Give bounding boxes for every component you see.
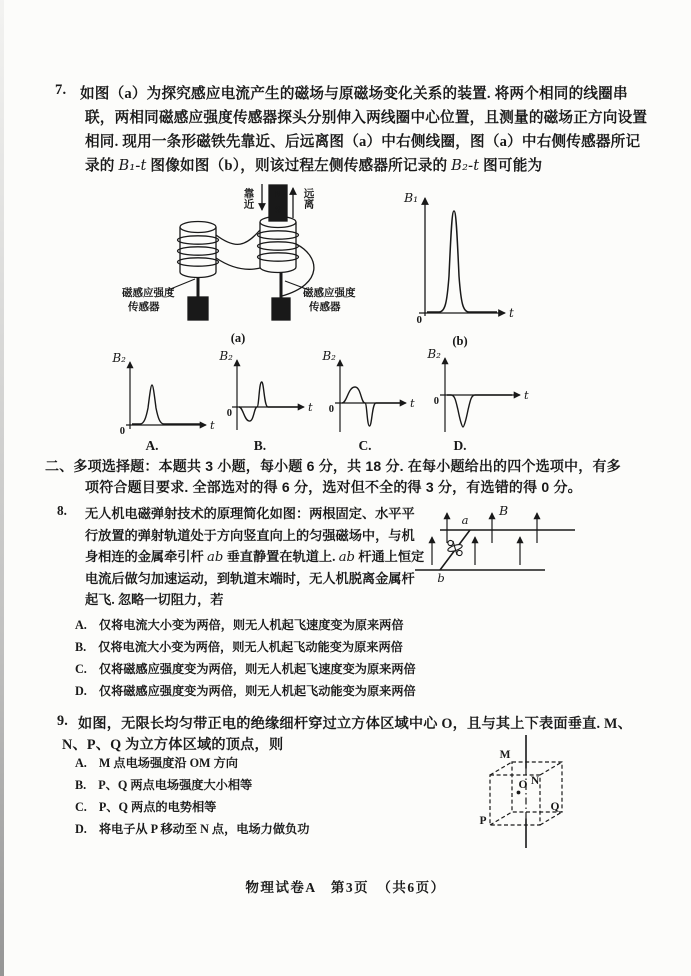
q9-option-c-label: C. — [75, 800, 87, 814]
graph-b-origin: 0 — [226, 408, 232, 419]
q8-option-a-text: 仅将电流大小变为两倍，则无人机起飞速度变为原来两倍 — [98, 618, 404, 632]
vertex-q-label: Q — [550, 801, 560, 813]
right-sensor-label-line2: 传感器 — [309, 302, 341, 313]
vertex-m-label: M — [499, 749, 511, 761]
q8-option-a-label: A. — [75, 618, 87, 632]
section2-line-2: 项符合题目要求. 全部选对的得 6 分，选对但不全的得 3 分，有选错的得 0 分。 — [85, 479, 582, 495]
vertex-n-label: N — [530, 775, 540, 787]
q9-option-a-text: M 点电场强度沿 OM 方向 — [98, 756, 238, 770]
figure-a-caption: (a) — [230, 331, 246, 345]
cube-edge — [490, 762, 512, 775]
q7-number: 7. — [55, 82, 67, 98]
q8-rod-b-label: b — [437, 571, 445, 585]
q8-number: 8. — [57, 503, 67, 518]
connecting-wire-upper — [216, 230, 260, 244]
graph-d-y-label: B₂ — [427, 347, 441, 361]
graph-a-y-label: B₂ — [112, 351, 126, 365]
graph-b-x-label: t — [308, 400, 313, 414]
fig-b-y-label: B₁ — [404, 190, 419, 205]
q8-line-1: 无人机电磁弹射技术的原理简化如图：两根固定、水平平 — [85, 506, 415, 521]
q7-option-graphs — [88, 347, 588, 456]
fig-b-x-label: t — [509, 306, 514, 320]
center-o-dot — [517, 791, 521, 795]
figure-b-graph — [398, 186, 588, 350]
q8-option-b-label: B. — [75, 640, 87, 654]
q9-option-b-label: B. — [75, 778, 87, 792]
option-graph-c — [321, 349, 415, 453]
fig-b-origin: 0 — [416, 314, 422, 326]
figure-a-apparatus — [88, 180, 378, 348]
q8-option-d — [75, 682, 416, 699]
q9-option-b — [75, 776, 252, 793]
q9-option-c-text: P、Q 两点的电势相等 — [98, 800, 217, 814]
q8-line-4: 电流后做匀加速运动，到轨道末端时，无人机脱离金属杆 — [85, 571, 415, 586]
fig-b-curve — [427, 211, 497, 312]
q8-rod-a-label: a — [461, 513, 469, 527]
left-sensor-label-line2: 传感器 — [128, 302, 160, 313]
q8-option-d-label: D. — [75, 684, 87, 698]
graph-c-origin: 0 — [328, 404, 334, 415]
cube-edge — [540, 762, 562, 775]
magnet-s-label: S — [274, 205, 282, 215]
q9-line-2: N、P、Q 为立方体区域的顶点，则 — [62, 737, 284, 753]
q8-option-c-label: C. — [75, 662, 87, 676]
q7-line-3: 相同. 现用一条形磁铁先靠近、后远离图（a）中右侧线圈，图（a）中右侧传感器所记 — [85, 134, 641, 150]
q9-figure-cube — [452, 722, 632, 874]
approach-label: 靠近 — [242, 188, 254, 209]
q8-field-label: B — [499, 503, 509, 518]
right-coil — [258, 217, 299, 273]
q8-option-b — [75, 638, 403, 655]
q8-option-c-text: 仅将磁感应强度变为两倍，则无人机起飞速度变为原来两倍 — [98, 662, 416, 676]
option-b-label: B. — [253, 438, 267, 453]
recede-label: 远离 — [302, 188, 314, 209]
vertex-p-label: P — [479, 815, 487, 827]
graph-b-y-label: B₂ — [219, 349, 233, 363]
q9-option-d — [75, 820, 309, 837]
left-coil — [178, 222, 219, 278]
cube-edge — [490, 812, 512, 825]
option-graph-b — [218, 349, 313, 453]
graph-c-y-label: B₂ — [322, 349, 336, 363]
section2-line-1: 二、多项选择题：本题共 3 小题，每小题 6 分，共 18 分. 在每小题给出的四个选项中，有多 — [45, 458, 621, 474]
q9-option-d-label: D. — [75, 822, 87, 836]
q9-line-1: 如图，无限长均匀带正电的绝缘细杆穿过立方体区域中心 O，且与其上下表面垂直. M、 — [78, 716, 633, 732]
q9-option-c — [75, 798, 216, 815]
q8-line-2: 行放置的弹射轨道处于方向竖直向上的匀强磁场中，与机 — [85, 528, 415, 543]
q8-option-a — [75, 616, 404, 633]
q7-line-2: 联，两相同磁感应强度传感器探头分别伸入两线圈中心位置，且测量的磁场正方向设置 — [85, 110, 648, 126]
left-sensor-box — [188, 297, 208, 320]
q8-option-b-text: 仅将电流大小变为两倍，则无人机起飞动能变为原来两倍 — [98, 640, 403, 654]
q8-option-c — [75, 660, 416, 677]
page-footer: 物理试卷A 第3页 （共6页） — [245, 880, 446, 895]
right-sensor-label-line1: 磁感应强度 — [303, 288, 356, 299]
q8-line-5: 起飞. 忽略一切阻力，若 — [85, 592, 224, 607]
cube-edge — [540, 812, 562, 825]
center-o-label: O — [518, 779, 528, 791]
magnet-n-label: N — [274, 189, 282, 199]
right-sensor-box — [272, 298, 290, 320]
option-c-label: C. — [358, 438, 372, 453]
graph-a-x-label: t — [210, 418, 215, 432]
option-a-label: A. — [145, 438, 159, 453]
graph-a-origin: 0 — [119, 426, 125, 437]
q8-figure-rails — [413, 493, 675, 595]
graph-c-x-label: t — [410, 396, 415, 410]
q9-option-a — [75, 754, 238, 771]
q9-option-d-text: 将电子从 P 移动至 N 点，电场力做负功 — [98, 822, 310, 836]
graph-d-x-label: t — [524, 388, 529, 402]
q9-option-a-label: A. — [75, 756, 87, 770]
q8-option-d-text: 仅将磁感应强度变为两倍，则无人机起飞动能变为原来两倍 — [98, 684, 416, 698]
figure-b-caption: (b) — [452, 334, 468, 348]
q7-line-4: 录的 B₁-t 图像如图（b），则该过程左侧传感器所记录的 B₂-t 图可能为 — [85, 157, 543, 174]
q7-line-1: 如图（a）为探究感应电流产生的磁场与原磁场变化关系的装置. 将两个相同的线圈串 — [80, 86, 628, 102]
option-d-label: D. — [453, 438, 467, 453]
option-graph-d — [426, 347, 529, 453]
left-sensor-label-line1: 磁感应强度 — [122, 288, 175, 299]
q9-option-b-text: P、Q 两点电场强度大小相等 — [98, 778, 253, 792]
graph-d-origin: 0 — [433, 396, 439, 407]
scan-edge — [0, 0, 4, 976]
option-graph-a — [111, 351, 215, 453]
q9-number: 9. — [57, 713, 69, 729]
q8-line-3: 身相连的金属牵引杆 ab 垂直静置在轨道上. ab 杆通上恒定 — [85, 549, 425, 565]
